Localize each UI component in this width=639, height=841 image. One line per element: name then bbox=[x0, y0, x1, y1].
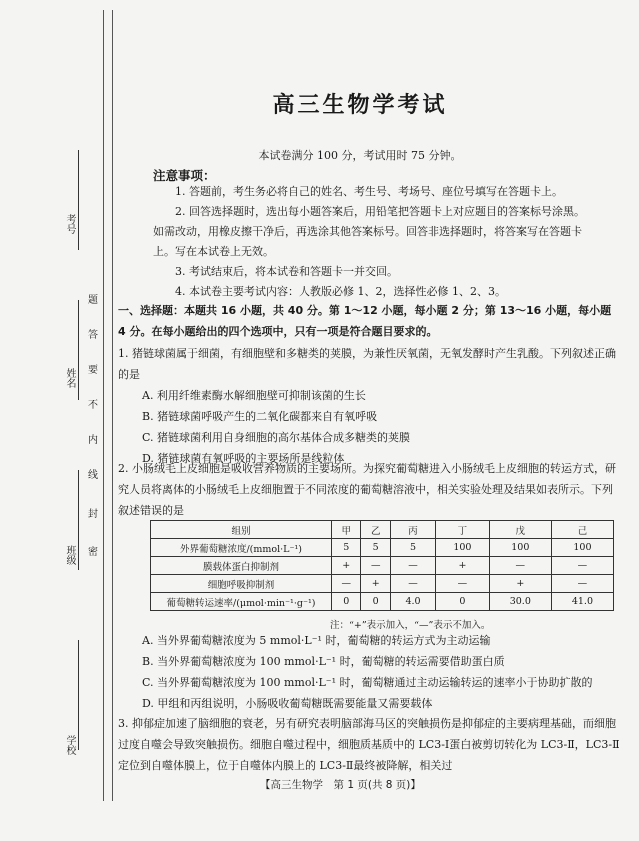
option-a: A. 利用纤维素酶水解细胞壁可抑制该菌的生长 bbox=[142, 389, 366, 402]
seal-char: 密 bbox=[88, 547, 98, 558]
binding-line-outer bbox=[103, 10, 104, 801]
table-header-cell: 丙 bbox=[390, 521, 435, 539]
table-cell: — bbox=[551, 575, 613, 593]
table-cell: 100 bbox=[551, 539, 613, 557]
table-cell: 30.0 bbox=[489, 593, 551, 611]
notice-list bbox=[153, 182, 593, 302]
table-cell: — bbox=[489, 557, 551, 575]
table-cell: 4.0 bbox=[390, 593, 435, 611]
table-row bbox=[151, 575, 614, 593]
table-cell: 葡萄糖转运速率/(μmol·min⁻¹·g⁻¹) bbox=[151, 593, 332, 611]
question-2-options bbox=[118, 630, 620, 714]
seal-char: 线 bbox=[88, 470, 98, 481]
seal-char: 答 bbox=[88, 330, 98, 341]
table-header-cell: 己 bbox=[551, 521, 613, 539]
notice-item: 1. 答题前，考生务必将自己的姓名、考生号、考场号、座位号填写在答题卡上。 bbox=[175, 185, 563, 198]
exam-number-label: 考号 bbox=[64, 214, 75, 234]
option-a: A. 当外界葡萄糖浓度为 5 mmol·L⁻¹ 时，葡萄糖的转运方式为主动运输 bbox=[142, 634, 491, 647]
table-cell: — bbox=[436, 575, 490, 593]
binding-line-inner bbox=[112, 10, 113, 801]
seal-char: 封 bbox=[88, 509, 98, 520]
table-cell: — bbox=[361, 557, 390, 575]
table-cell: — bbox=[390, 557, 435, 575]
table-cell: 细胞呼吸抑制剂 bbox=[151, 575, 332, 593]
option-b: B. 猪链球菌呼吸产生的二氧化碳都来自有氧呼吸 bbox=[142, 410, 378, 423]
option-d: D. 甲组和丙组说明，小肠吸收葡萄糖既需要能量又需要载体 bbox=[142, 697, 433, 710]
table-cell: 5 bbox=[332, 539, 361, 557]
question-3 bbox=[118, 713, 620, 776]
question-2 bbox=[118, 458, 620, 521]
table-row bbox=[151, 557, 614, 575]
school-label: 学校 bbox=[64, 735, 75, 755]
exam-title: 高三生物学考试 bbox=[272, 92, 448, 118]
question-1 bbox=[118, 343, 620, 469]
table-cell: — bbox=[332, 575, 361, 593]
table-cell: + bbox=[489, 575, 551, 593]
table-cell: + bbox=[332, 557, 361, 575]
school-blank bbox=[78, 640, 79, 750]
table-cell: 100 bbox=[489, 539, 551, 557]
data-table bbox=[150, 520, 614, 611]
class-label: 班级 bbox=[64, 545, 75, 565]
table-header-cell: 组别 bbox=[151, 521, 332, 539]
table-row bbox=[151, 539, 614, 557]
notice-heading: 注意事项： bbox=[153, 168, 216, 183]
seal-char: 内 bbox=[88, 435, 98, 446]
table-cell: 0 bbox=[361, 593, 390, 611]
table-cell: 0 bbox=[436, 593, 490, 611]
table-header-cell: 甲 bbox=[332, 521, 361, 539]
table-header-cell: 乙 bbox=[361, 521, 390, 539]
question-stem: 3. 抑郁症加速了脑细胞的衰老，另有研究表明脑部海马区的突触损伤是抑郁症的主要病理基础，而细胞过度自噬会导致突触损伤。细胞自噬过程中，细胞质基质中的 LC3-Ⅰ蛋白被剪切转化为 LC3-Ⅱ，LC3-Ⅱ定位到自噬体膜上，位于自噬体内膜上的 LC3-Ⅱ最终被降解，相关过 bbox=[118, 717, 620, 772]
option-d: D. 猪链球菌有氧呼吸的主要场所是线粒体 bbox=[142, 452, 345, 465]
table-cell: 41.0 bbox=[551, 593, 613, 611]
table-cell: 5 bbox=[361, 539, 390, 557]
exam-number-blank bbox=[78, 150, 79, 250]
option-c: C. 猪链球菌利用自身细胞的高尔基体合成多糖类的荚膜 bbox=[142, 431, 411, 444]
class-blank bbox=[78, 470, 79, 570]
table-cell: 100 bbox=[436, 539, 490, 557]
table-cell: + bbox=[436, 557, 490, 575]
table-cell: — bbox=[390, 575, 435, 593]
option-c: C. 当外界葡萄糖浓度为 100 mmol·L⁻¹ 时，葡萄糖通过主动运输转运的速率小于协助扩散的 bbox=[142, 676, 593, 689]
question-stem: 1. 猪链球菌属于细菌，有细胞壁和多糖类的荚膜，为兼性厌氧菌，无氧发酵时产生乳酸。下列叙述正确的是 bbox=[118, 347, 616, 381]
table-cell: 0 bbox=[332, 593, 361, 611]
table-cell: 外界葡萄糖浓度/(mmol·L⁻¹) bbox=[151, 539, 332, 557]
table-cell: — bbox=[551, 557, 613, 575]
notice-item: 4. 本试卷主要考试内容：人教版必修 1、2，选择性必修 1、2、3。 bbox=[175, 285, 506, 298]
table-cell: 膜载体蛋白抑制剂 bbox=[151, 557, 332, 575]
notice-item: 3. 考试结束后，将本试卷和答题卡一并交回。 bbox=[175, 265, 398, 278]
section-title: 一、选择题：本题共 16 小题，共 40 分。第 1～12 小题，每小题 2 分；第 13～16 小题，每小题 4 分。在每小题给出的四个选项中，只有一项是符合题目要求的。 bbox=[118, 304, 612, 338]
table-header-cell: 丁 bbox=[436, 521, 490, 539]
name-label: 姓名 bbox=[64, 368, 75, 388]
table-header-row bbox=[151, 521, 614, 539]
table-row bbox=[151, 593, 614, 611]
seal-char: 要 bbox=[88, 365, 98, 376]
page-footer: 【高三生物学 第 1 页(共 8 页)】 bbox=[260, 779, 421, 791]
notice-item: 2. 回答选择题时，选出每小题答案后，用铅笔把答题卡上对应题目的答案标号涂黑。如需改动，用橡皮擦干净后，再选涂其他答案标号。回答非选择题时，将答案写在答题卡上。写在本试卷上无效。 bbox=[153, 205, 585, 258]
table-note: 注：“+”表示加入，“—”表示不加入。 bbox=[330, 620, 491, 631]
section-heading bbox=[118, 300, 618, 342]
seal-char: 不 bbox=[88, 400, 98, 411]
name-blank bbox=[78, 300, 79, 400]
exam-subtitle: 本试卷满分 100 分，考试用时 75 分钟。 bbox=[258, 149, 462, 162]
question-stem: 2. 小肠绒毛上皮细胞是吸收营养物质的主要场所。为探究葡萄糖进入小肠绒毛上皮细胞的转运方式，研究人员将离体的小肠绒毛上皮细胞置于不同浓度的葡萄糖溶液中，相关实验处理及结果如表所示。下列叙述错误的是 bbox=[118, 462, 616, 517]
table-cell: 5 bbox=[390, 539, 435, 557]
seal-char: 题 bbox=[88, 295, 98, 306]
table-cell: + bbox=[361, 575, 390, 593]
option-b: B. 当外界葡萄糖浓度为 100 mmol·L⁻¹ 时，葡萄糖的转运需要借助蛋白质 bbox=[142, 655, 505, 668]
table-header-cell: 戊 bbox=[489, 521, 551, 539]
